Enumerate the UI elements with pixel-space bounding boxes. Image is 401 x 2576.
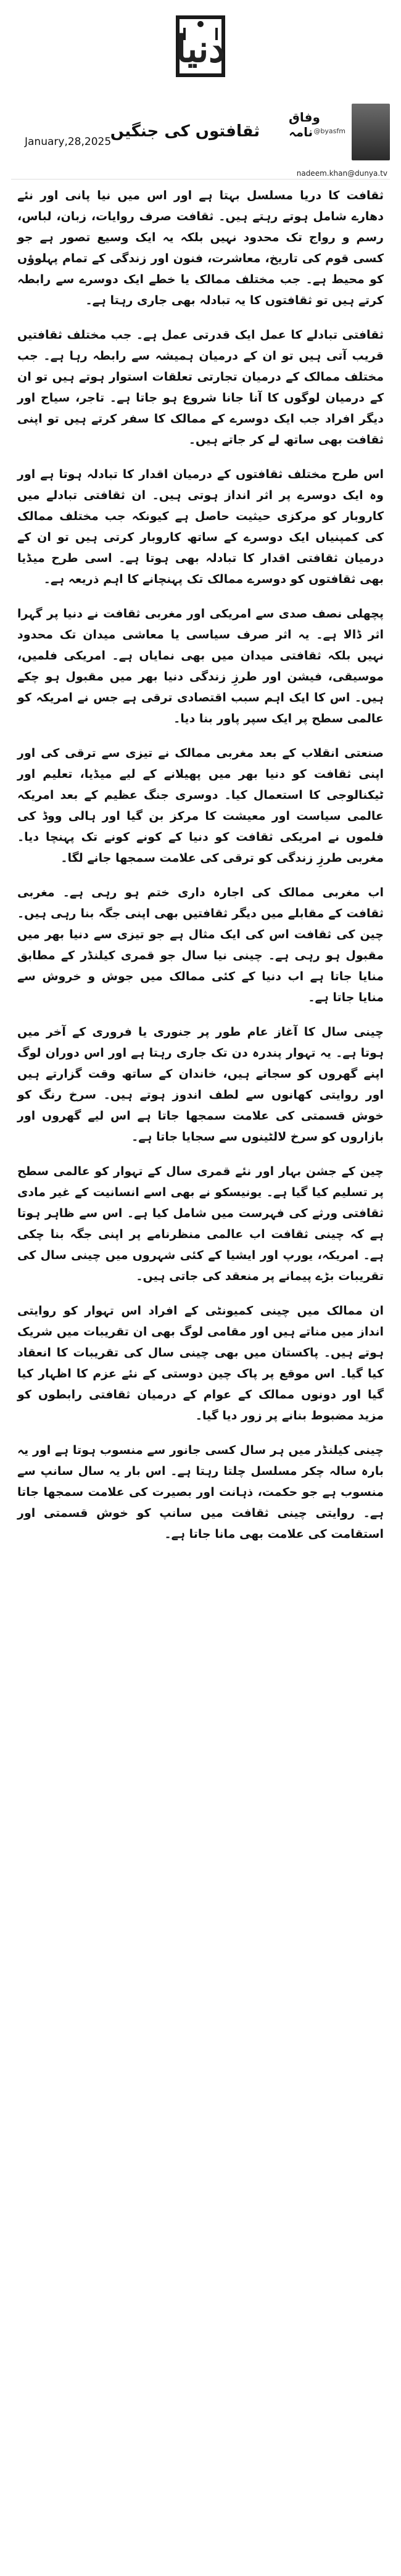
article-paragraph: اب مغربی ممالک کی اجارہ داری ختم ہو رہی ہے۔ مغربی ثقافت کے مقابلے میں دیگر ثقافتیں بھی اپنی جگہ بنا رہی ہیں۔ چین کی ثقافت اس کی ایک مثال ہے جو تیزی سے دنیا بھر میں مقبول ہو رہی ہے۔ چینی نیا سال جو قمری کیلنڈر کے مطابق منایا جاتا ہے اب دنیا کے کئی ممالک میں جوش و خروش سے منایا جاتا ہے۔	[17, 886, 384, 1004]
article-paragraph: چینی کیلنڈر میں ہر سال کسی جانور سے منسوب ہوتا ہے اور یہ بارہ سالہ چکر مسلسل چلتا رہتا ہے۔ اس بار یہ سال سانپ سے منسوب ہے جو حکمت، ذہانت اور بصیرت کی علامت سمجھا جاتا ہے۔ روایتی چینی ثقافت میں سانپ کو خوش قسمتی اور استقامت کی علامت بھی مانا جاتا ہے۔	[17, 1443, 384, 1541]
article-paragraph: اس طرح مختلف ثقافتوں کے درمیان اقدار کا تبادلہ ہوتا ہے اور وہ ایک دوسرے پر اثر انداز ہوتی ہیں۔ ان ثقافتی تبادلے میں کاروبار کو مرکزی حیثیت حاصل ہے کیونکہ جب مختلف ممالک کی کمپنیاں ایک دوسرے کے ساتھ کاروبار کرتی ہیں تو ان کے درمیان ثقافتی اقدار کا تبادلہ بھی ہوتا ہے۔ اسی طرح میڈیا بھی ثقافتوں کو دوسرے ممالک تک پہنچانے کا اہم ذریعہ ہے۔	[17, 468, 384, 586]
article-paragraph: ثقافت کا دریا مسلسل بہتا ہے اور اس میں نیا پانی اور نئے دھارے شامل ہوتے رہتے ہیں۔ ثقافت صرف روایات، زبان، لباس، رسم و رواج تک محدود نہیں بلکہ یہ ایک وسیع تصور ہے جو کسی قوم کی تاریخ، معاشرت، فنون اور زندگی کے تمام پہلوؤں کو محیط ہے۔ جب مختلف ممالک یا خطے ایک دوسرے سے رابطہ کرتے ہیں تو ثقافتوں کا یہ تبادلہ بھی جاری رہتا ہے۔	[17, 189, 384, 307]
logo-text: دنیا	[176, 28, 225, 71]
article-paragraph: چین کے جشن بہار اور نئے قمری سال کے تہوار کو عالمی سطح پر تسلیم کیا گیا ہے۔ یونیسکو نے بھی اسے انسانیت کے غیر مادی ثقافتی ورثے کی فہرست میں شامل کیا ہے۔ اس سے ظاہر ہوتا ہے کہ چینی ثقافت اب عالمی منظرنامے پر اپنی جگہ بنا چکی ہے۔ امریکہ، یورپ اور ایشیا کے کئی شہروں میں چینی سال کی تقریبات بڑے پیمانے پر منعقد کی جاتی ہیں۔	[17, 1165, 384, 1283]
publish-date: January,28,2025	[25, 136, 112, 148]
author-email[interactable]: nadeem.khan@dunya.tv	[296, 169, 387, 178]
article-header	[0, 93, 401, 178]
author-avatar	[352, 104, 390, 160]
author-handle[interactable]: @byasfm	[313, 127, 345, 135]
article-paragraph: چینی سال کا آغاز عام طور پر جنوری یا فروری کے آخر میں ہوتا ہے۔ یہ تہوار پندرہ دن تک جاری رہتا ہے اور اس دوران لوگ اپنے گھروں کو سجاتے ہیں، خاندان کے ساتھ وقت گزارتے ہیں اور روایتی کھانوں سے لطف اندوز ہوتے ہیں۔ سرخ رنگ کو خوش قسمتی کی علامت سمجھا جاتا ہے اس لیے گھروں اور بازاروں کو سرخ لالٹینوں سے سجایا جاتا ہے۔	[17, 1025, 384, 1144]
article-body	[17, 185, 384, 1558]
author-name: وفاق نامہ	[289, 110, 320, 139]
article-paragraph: ان ممالک میں چینی کمیونٹی کے افراد اس تہوار کو روایتی انداز میں مناتے ہیں اور مقامی لوگ بھی ان تقریبات میں شریک ہوتے ہیں۔ پاکستان میں بھی چینی سال کی تقریبات کا انعقاد کیا گیا۔ اس موقع پر پاک چین دوستی کے نئے عزم کا اظہار کیا گیا اور دونوں ممالک کے عوام کے درمیان ثقافتی رابطوں کو مزید مضبوط بنانے پر زور دیا گیا۔	[17, 1304, 384, 1422]
article-paragraph: صنعتی انقلاب کے بعد مغربی ممالک نے تیزی سے ترقی کی اور اپنی ثقافت کو دنیا بھر میں پھیلانے کے لیے میڈیا، تعلیم اور ٹیکنالوجی کا استعمال کیا۔ دوسری جنگ عظیم کے بعد امریکہ عالمی سیاست اور معیشت کا مرکز بن گیا اور ہالی ووڈ کی فلموں نے امریکی ثقافت کو دنیا کے کونے کونے تک پہنچا دیا۔ مغربی طرزِ زندگی کو ترقی کی علامت سمجھا جانے لگا۔	[17, 746, 384, 865]
header-divider	[11, 179, 390, 180]
newspaper-logo-icon[interactable]	[163, 9, 238, 83]
article-title: ثقافتوں کی جنگیں	[110, 122, 260, 141]
article-paragraph: پچھلی نصف صدی سے امریکی اور مغربی ثقافت نے دنیا پر گہرا اثر ڈالا ہے۔ یہ اثر صرف سیاسی یا معاشی میدان تک محدود نہیں بلکہ ثقافتی میدان میں بھی نمایاں ہے۔ امریکی فلمیں، موسیقی، فیشن اور طرزِ زندگی دنیا بھر میں مقبول ہو چکے ہیں۔ اس کا ایک اہم سبب اقتصادی ترقی ہے جس نے امریکہ کو عالمی سطح پر ایک سپر پاور بنا دیا۔	[17, 607, 384, 725]
masthead	[0, 0, 401, 93]
article-paragraph: ثقافتی تبادلے کا عمل ایک قدرتی عمل ہے۔ جب مختلف ثقافتیں قریب آتی ہیں تو ان کے درمیان ہمیشہ سے رابطہ رہا ہے۔ جب مختلف ممالک کے درمیان تجارتی تعلقات استوار ہوتے ہیں تو ان کے درمیان لوگوں کا آنا جانا شروع ہو جاتا ہے۔ تاجر، سیاح اور دیگر افراد جب ایک دوسرے کے ممالک کا سفر کرتے ہیں تو اپنی ثقافت بھی ساتھ لے کر جاتے ہیں۔	[17, 328, 384, 447]
